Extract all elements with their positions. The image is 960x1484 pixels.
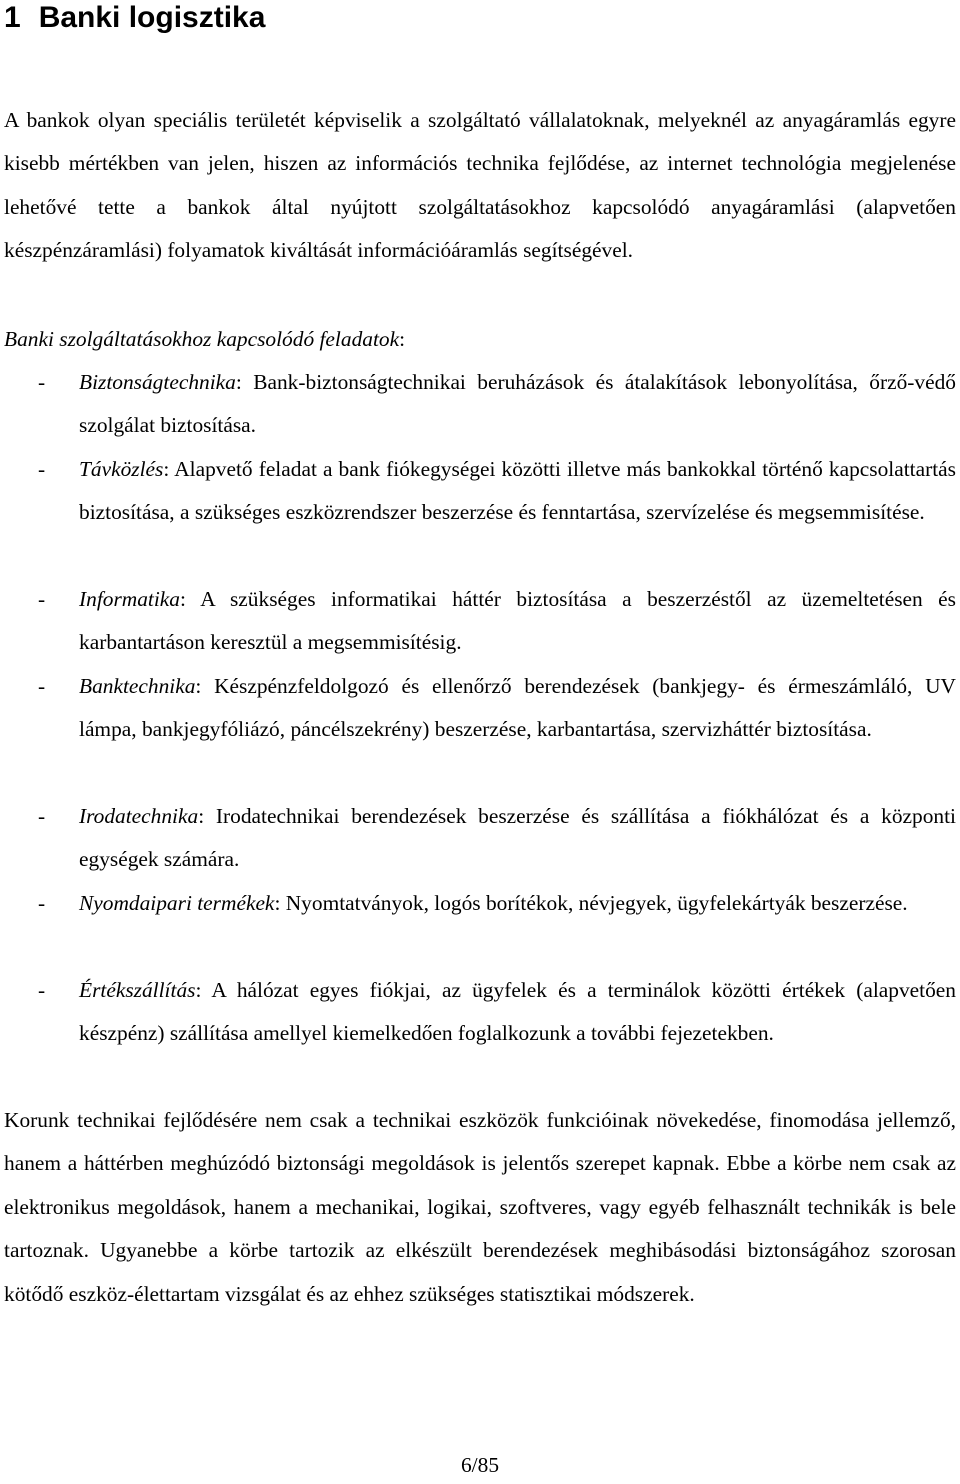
intro-paragraph: A bankok olyan speciális területét képviselik a szolgáltató vállalatoknak, melyeknél az anyagáramlás egyre kisebb mértékben van jelen, hiszen az információs technika fejlődése, az internet technológia megjelenése lehetővé tette a bankok által nyújtott szolgáltatásokhoz kapcsolódó anyagáramlási (alapvetően készpénzáramlási) folyamatok kiváltását információáramlás segítségével. <box>4 108 956 263</box>
list-item-body <box>79 448 956 535</box>
list-item-body <box>79 969 956 1056</box>
list-dash: - <box>38 804 46 828</box>
list-item-separator: : <box>180 587 186 611</box>
list-item-body <box>79 795 956 882</box>
list-item-tavkozles <box>4 448 956 535</box>
list-item-separator: : <box>195 674 202 698</box>
list-item-term: Távközlés <box>79 457 164 481</box>
tasks-heading-colon: : <box>399 327 406 351</box>
list-dash: - <box>38 978 46 1002</box>
list-item-term: Irodatechnika <box>79 804 199 828</box>
list-dash: - <box>38 370 46 394</box>
list-item-biztonsagtechnika <box>4 361 956 448</box>
list-item-banktechnika <box>4 665 956 752</box>
list-item-term: Biztonságtechnika <box>79 370 236 394</box>
list-item-body <box>79 361 956 448</box>
list-item-separator: : <box>198 804 205 828</box>
list-item-nyomdaipari-termekek <box>4 882 956 925</box>
list-item-text: Alapvető feladat a bank fiókegységei közötti illetve más bankokkal történő kapcsolattartás biztosítása, a szükséges eszközrendszer beszerzése és fenntartása, szervízelése és megsemmisítése. <box>79 457 956 525</box>
list-item-term: Banktechnika <box>79 674 196 698</box>
list-item-separator: : <box>195 978 202 1002</box>
list-item-informatika <box>4 578 956 665</box>
section-heading <box>4 0 265 38</box>
list-item-text: A hálózat egyes fiókjai, az ügyfelek és a terminálok közötti értékek (alapvetően készpénz) szállítása amellyel kiemelkedően foglalkozunk a további fejezetekben. <box>79 978 956 1046</box>
list-item-text: Készpénzfeldolgozó és ellenőrző berendezések (bankjegy- és érmeszámláló, UV lámpa, bankjegyfóliázó, páncélszekrény) beszerzése, karbantartása, szervizháttér biztosítása. <box>79 674 956 742</box>
list-item-separator: : <box>235 370 242 394</box>
list-item-term: Informatika <box>79 587 180 611</box>
tasks-heading-text: Banki szolgáltatásokhoz kapcsolódó feladatok <box>4 327 400 351</box>
list-item-separator: : <box>163 457 170 481</box>
closing-paragraph: Korunk technikai fejlődésére nem csak a technikai eszközök funkcióinak növekedése, finomodása jellemző, hanem a háttérben meghúzódó biztonsági megoldások is jelentős szerepet kapnak. Ebbe a körbe nem csak az elektronikus megoldások, hanem a mechanikai, logikai, szoftveres, vagy egyéb felhasznált technikák is bele tartoznak. Ugyanebbe a körbe tartozik az elkészült berendezések meghibásodási biztonságához szorosan kötődő eszköz-élettartam vizsgálat és az ehhez szükséges statisztikai módszerek. <box>4 1108 956 1306</box>
list-item-irodatechnika <box>4 795 956 882</box>
list-item-text: Irodatechnikai berendezések beszerzése és szállítása a fiókhálózat és a központi egységek számára. <box>79 804 956 872</box>
list-item-text: A szükséges informatikai háttér biztosítása a beszerzéstől az üzemeltetésen és karbantartáson keresztül a megsemmisítésig. <box>79 587 956 655</box>
list-item-separator: : <box>274 891 281 915</box>
page-number: 6/85 <box>460 1453 500 1477</box>
section-number: 1 <box>4 1 21 34</box>
section-title: Banki logisztika <box>38 1 266 34</box>
list-dash: - <box>38 457 46 481</box>
list-dash: - <box>38 891 46 915</box>
list-dash: - <box>38 587 46 611</box>
list-item-text: Nyomtatványok, logós borítékok, névjegyek, ügyfelekártyák beszerzése. <box>280 891 908 915</box>
list-item-term: Nyomdaipari termékek <box>79 891 275 915</box>
list-item-body <box>79 665 956 752</box>
list-dash: - <box>38 674 46 698</box>
list-item-term: Értékszállítás <box>79 978 196 1002</box>
list-item-body <box>79 578 956 665</box>
list-item-ertekszallitas <box>4 969 956 1056</box>
tasks-heading <box>4 318 405 361</box>
list-item-text: Bank-biztonságtechnikai beruházások és átalakítások lebonyolítása, őrző-védő szolgálat biztosítása. <box>79 370 956 438</box>
list-item-body <box>79 882 956 925</box>
